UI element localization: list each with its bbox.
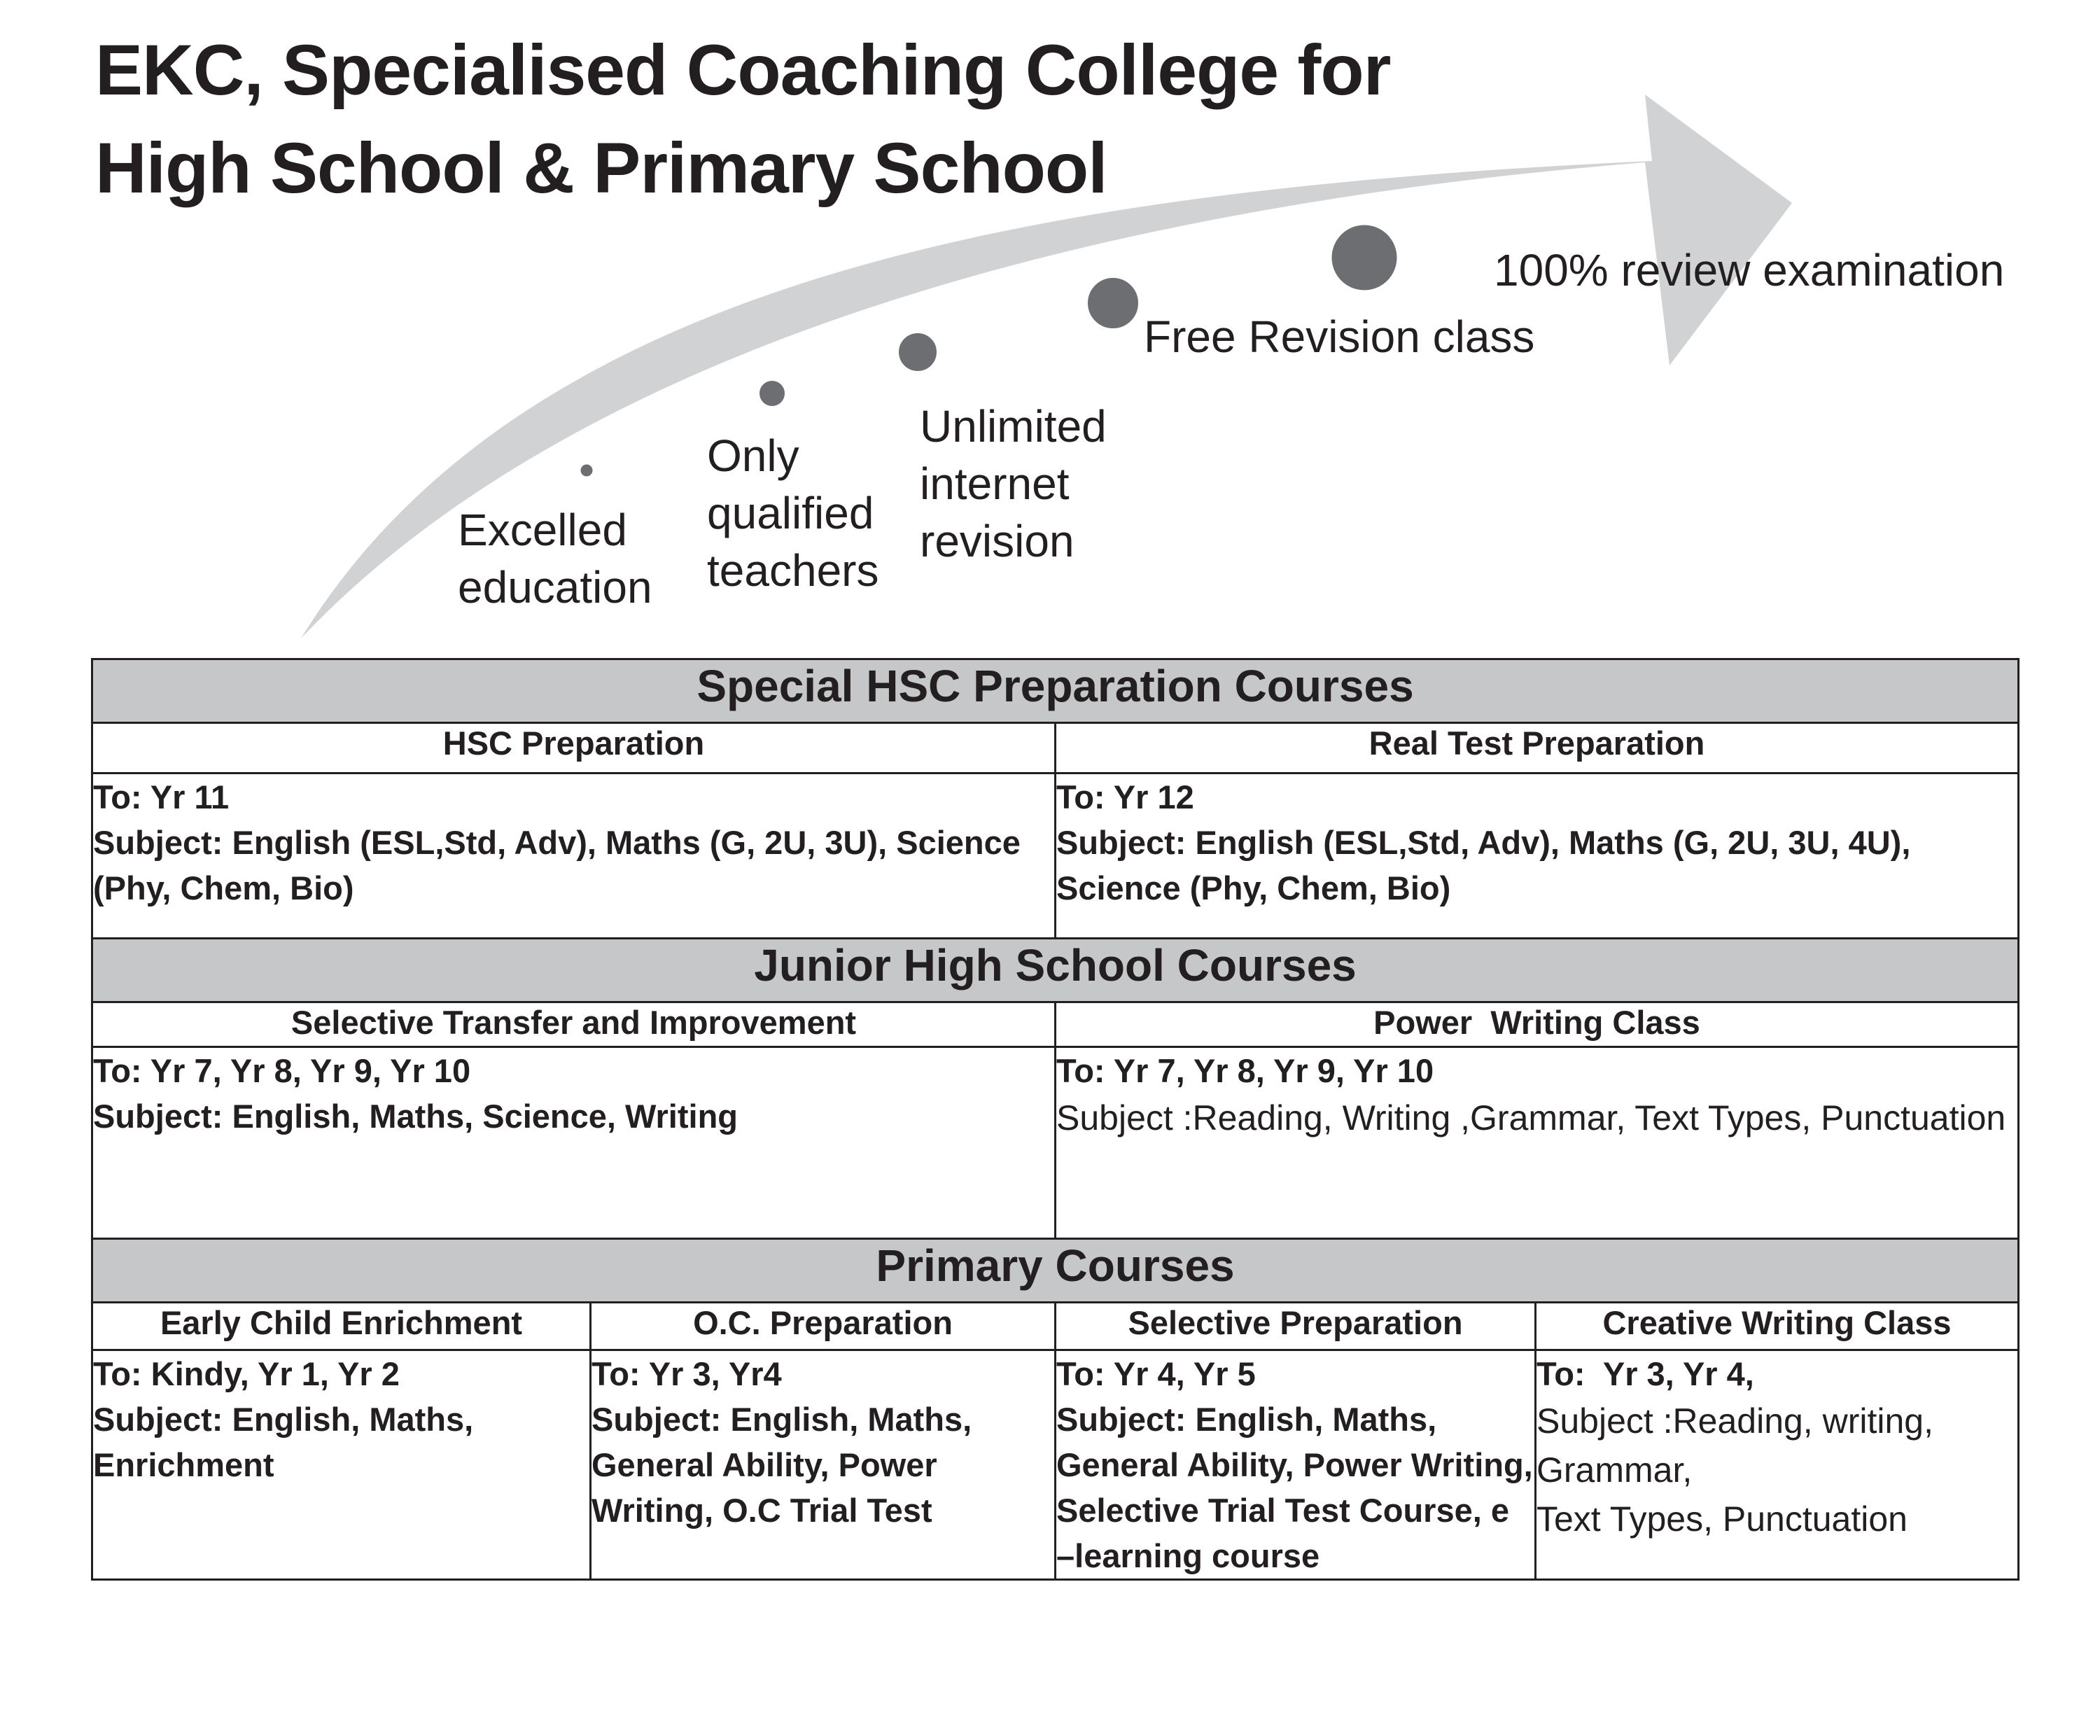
milestone-dot-1	[579, 463, 594, 478]
hsc-section-header-row	[92, 659, 2019, 723]
creative-writing-details	[1536, 1350, 2019, 1580]
title-line-2: High School & Primary School	[95, 128, 1107, 208]
milestone-label-5	[1494, 241, 2004, 299]
creative-writing-to: To: Yr 3, Yr 4,	[1536, 1355, 1754, 1392]
milestone-5-line-1: 100% review examination	[1494, 245, 2005, 295]
real-test-preparation-to: To: Yr 12	[1056, 778, 1194, 816]
junior-section-header-row	[92, 939, 2019, 1002]
selective-preparation-details	[1056, 1350, 1536, 1580]
hsc-preparation-heading: HSC Preparation	[92, 723, 1056, 774]
milestone-2-line-3: teachers	[707, 545, 879, 596]
milestone-1-line-2: education	[458, 562, 652, 612]
power-writing-subject: Subject :Reading, Writing ,Grammar, Text Types, Punctuation	[1056, 1098, 2006, 1138]
milestone-2-line-1: Only	[707, 430, 799, 481]
power-writing-heading: Power Writing Class	[1056, 1002, 2019, 1047]
primary-section-title: Primary Courses	[92, 1239, 2019, 1303]
milestone-2-line-2: qualified	[707, 488, 874, 538]
milestone-dot-2	[757, 379, 787, 408]
hsc-preparation-subject: Subject: English (ESL,Std, Adv), Maths (G, 2U, 3U), Science (Phy, Chem, Bio)	[93, 824, 1021, 906]
real-test-preparation-heading: Real Test Preparation	[1056, 723, 2019, 774]
milestone-3-line-1: Unlimited	[920, 401, 1107, 451]
early-child-enrichment-details	[92, 1350, 591, 1580]
selective-transfer-subject: Subject: English, Maths, Science, Writing	[93, 1098, 738, 1135]
milestone-1-line-1: Excelled	[458, 505, 627, 555]
selective-preparation-to: To: Yr 4, Yr 5	[1056, 1355, 1256, 1392]
early-child-enrichment-heading: Early Child Enrichment	[92, 1303, 591, 1350]
milestone-label-4	[1144, 308, 1534, 365]
selective-transfer-heading: Selective Transfer and Improvement	[92, 1002, 1056, 1047]
hsc-section-title: Special HSC Preparation Courses	[92, 659, 2019, 723]
milestone-dot-4	[1086, 276, 1140, 330]
primary-section-header-row	[92, 1239, 2019, 1303]
hsc-preparation-details	[92, 774, 1056, 939]
milestone-dot-3	[897, 331, 939, 373]
junior-course-details-row	[92, 1047, 2019, 1239]
selective-transfer-details	[92, 1047, 1056, 1239]
title-line-1: EKC, Specialised Coaching College for	[95, 30, 1391, 110]
power-writing-details	[1056, 1047, 2019, 1239]
early-child-enrichment-subject: Subject: English, Maths, Enrichment	[93, 1401, 474, 1483]
creative-writing-subject-line-1: Subject :Reading, writing,	[1536, 1401, 1933, 1441]
oc-preparation-subject: Subject: English, Maths, General Ability, Power Writing, O.C Trial Test	[592, 1401, 972, 1529]
selective-preparation-heading: Selective Preparation	[1056, 1303, 1536, 1350]
power-writing-to: To: Yr 7, Yr 8, Yr 9, Yr 10	[1056, 1052, 1434, 1089]
milestone-dot-5	[1329, 223, 1399, 293]
early-child-enrichment-to: To: Kindy, Yr 1, Yr 2	[93, 1355, 400, 1392]
selective-preparation-subject: Subject: English, Maths, General Ability, Power Writing, Selective Trial Test Course, e –learning course	[1056, 1401, 1533, 1574]
primary-course-details-row	[92, 1350, 2019, 1580]
junior-course-names-row	[92, 1002, 2019, 1047]
selective-transfer-to: To: Yr 7, Yr 8, Yr 9, Yr 10	[93, 1052, 471, 1089]
oc-preparation-to: To: Yr 3, Yr4	[592, 1355, 782, 1392]
creative-writing-subject-line-3: Text Types, Punctuation	[1536, 1499, 1907, 1539]
hsc-course-details-row	[92, 774, 2019, 939]
milestone-4-line-1: Free Revision class	[1144, 312, 1535, 362]
milestone-3-line-3: revision	[920, 516, 1074, 566]
real-test-preparation-details	[1056, 774, 2019, 939]
milestone-label-2	[707, 427, 878, 599]
hsc-course-names-row	[92, 723, 2019, 774]
milestone-label-3	[920, 398, 1107, 570]
creative-writing-heading: Creative Writing Class	[1536, 1303, 2019, 1350]
hsc-preparation-to: To: Yr 11	[93, 778, 230, 816]
junior-section-title: Junior High School Courses	[92, 939, 2019, 1002]
creative-writing-subject-line-2: Grammar,	[1536, 1450, 1693, 1490]
milestone-3-line-2: internet	[920, 458, 1070, 509]
oc-preparation-heading: O.C. Preparation	[591, 1303, 1056, 1350]
primary-course-names-row	[92, 1303, 2019, 1350]
real-test-preparation-subject: Subject: English (ESL,Std, Adv), Maths (G, 2U, 3U, 4U), Science (Phy, Chem, Bio)	[1056, 824, 1911, 906]
oc-preparation-details	[591, 1350, 1056, 1580]
courses-table	[91, 658, 2019, 1581]
milestone-label-1	[458, 501, 652, 616]
